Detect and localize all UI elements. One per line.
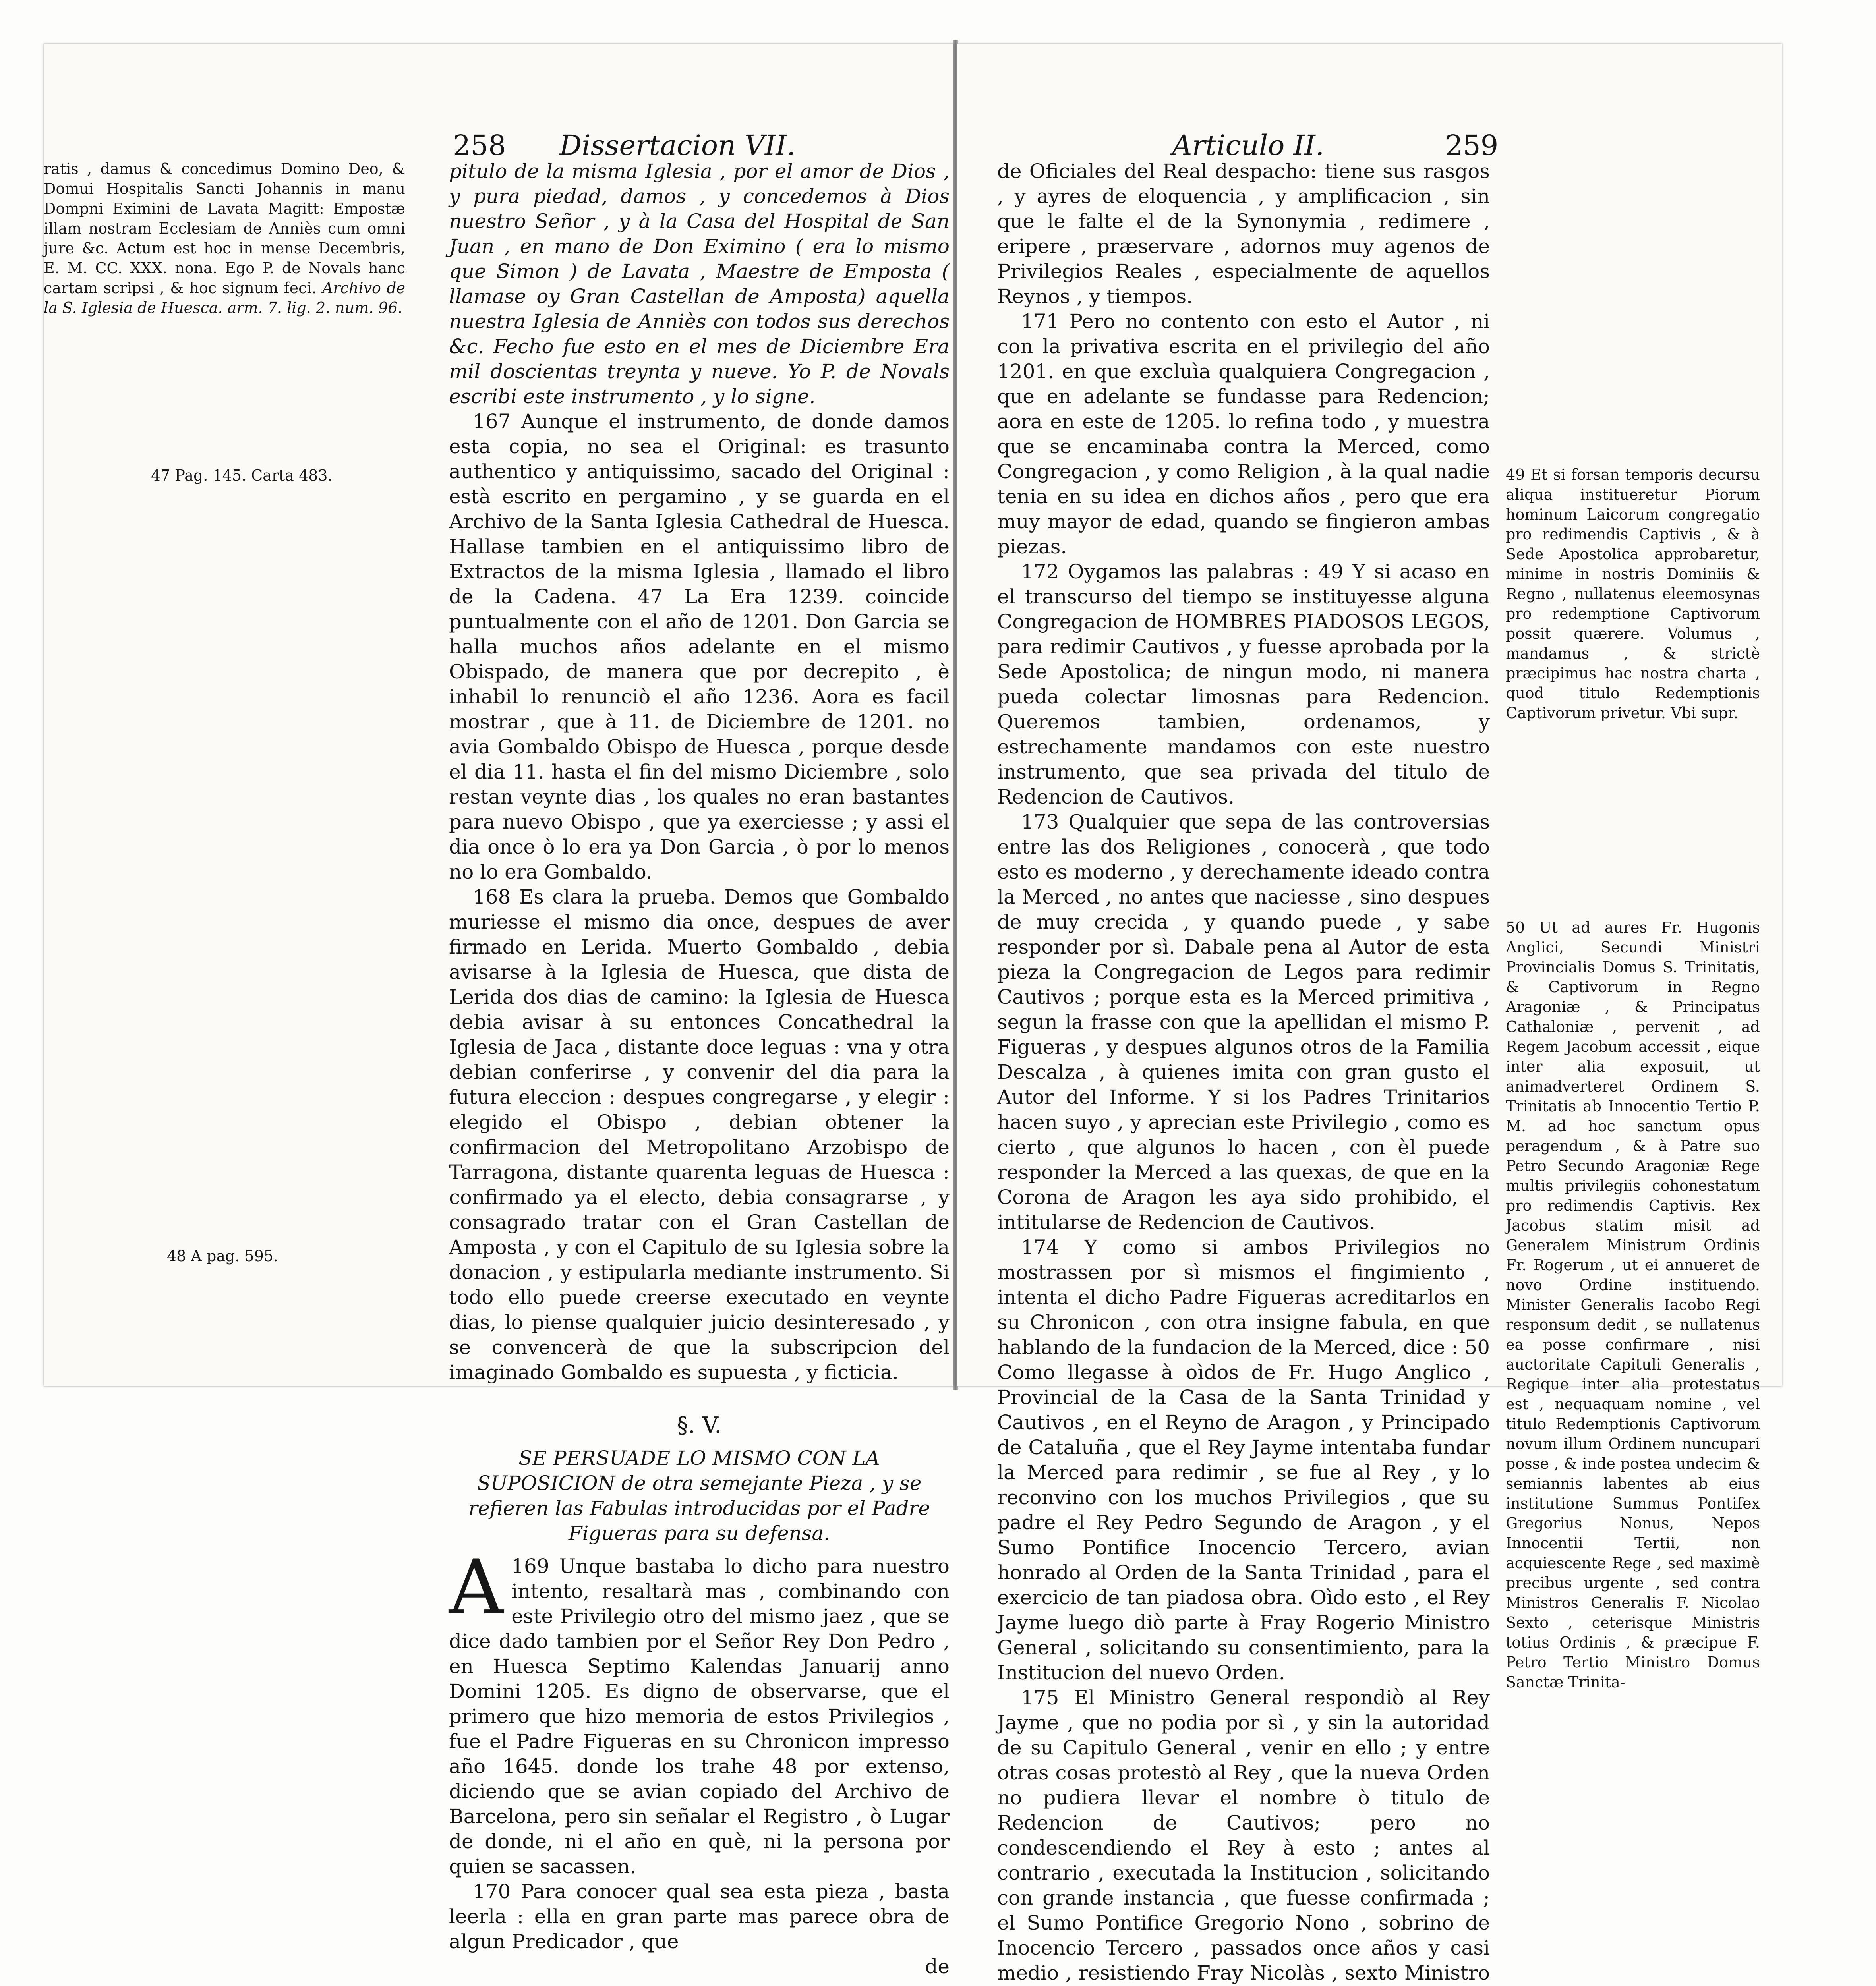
catchword: de (925, 1955, 950, 1978)
paragraph-172: 172 Oygamos las palabras : 49 Y si acaso en el transcurso del tiempo se instituyesse alguna Congregacion de HOMBRES PIADOSOS LEGOS, para redimir Cautivos , y fuesse aprobada por la Sede Apostolica; de ningun modo, ni manera pueda colectar limosnas para Redencion. Queremos tambien, ordenamos, y estrechamente mandamos con este nuestro instrumento, que sea privada del titulo de Redencion de Cautivos. (997, 560, 1490, 808)
footnote-49 (1506, 465, 1760, 723)
section-title: SE PERSUADE LO MISMO CON LA SUPOSICION de otra semejante Pieza , y se refieren las Fabulas introducidas por el Padre Figueras para su defensa. (468, 1447, 930, 1545)
paragraph-171: 171 Pero no contento con esto el Autor , ni con la privativa escrita en el privilegio del año 1201. en que excluìa qualquiera Congregacion , que en adelante se fundasse para Redencion; aora en este de 1205. lo refina todo , y muestra que se encaminaba contra la Merced, como Congregacion , y como Religion , à la qual nadie tenia en su idea en dichos años , pero que era muy mayor de edad, quando se fingieron ambas piezas. (997, 310, 1490, 558)
paragraph-169 (449, 1544, 950, 1879)
footnote-47: 47 Pag. 145. Carta 483. (151, 467, 333, 484)
left-running-head (453, 129, 795, 162)
footnote-48: 48 A pag. 595. (167, 1247, 278, 1265)
paragraph-173: 173 Qualquier que sepa de las controversias entre las dos Religiones , conocerà , que todo esto es moderno , y derechamente ideado contra la Merced , no antes que naciesse , sino despues de muy crecida , y quando puede , y sabe responder por sì. Dabale pena al Autor de esta pieza la Congregacion de Legos para redimir Cautivos ; porque esta es la Merced primitiva , segun la frasse con que la apellidan el mismo P. Figueras , y despues algunos otros de la Familia Descalza , à quienes imita con gran gusto el Autor del Informe. Y si los Padres Trinitarios hacen suyo , y aprecian este Privilegio , como es cierto , que algunos lo hacen , con èl puede responder la Merced a las quexas, de que en la Corona de Aragon les aya sido prohibido, el intitularse de Redencion de Cautivos. (997, 810, 1490, 1234)
paragraph-169-number: 169 (511, 1555, 549, 1578)
drop-cap: A (449, 1544, 504, 1631)
right-page-number: 259 (1445, 129, 1499, 162)
right-running-head (1172, 129, 1498, 162)
margin-latin-charter (44, 159, 405, 318)
right-page (957, 44, 1782, 1984)
paragraph-170: 170 Para conocer qual sea esta pieza , basta leerla : ella en gran parte mas parece obra de algun Predicador , que (449, 1880, 950, 1953)
paragraph-intro: pitulo de la misma Iglesia , por el amor de Dios , y pura piedad, damos , y concedemos à Dios nuestro Señor , y à la Casa del Hospital de San Juan , en mano de Don Eximino ( era lo mismo que Simon ) de Lavata , Maestre de Emposta ( llamase oy Gran Castellan de Amposta) aquella nuestra Iglesia de Anniès con todos sus derechos &c. Fecho fue esto en el mes de Diciembre Era mil doscientas treynta y nueve. Yo P. de Novals escribi este instrumento , y lo signe. (449, 160, 950, 408)
footnote-50 (1506, 918, 1760, 1692)
paragraph-continued: de Oficiales del Real despacho: tiene sus rasgos , y ayres de eloquencia , y amplificacion , sin que le falte el de la Synonymia , redimere , eripere , præservare , adornos muy agenos de Privilegios Reales , especialmente de aquellos Reynos , y tiempos. (997, 160, 1490, 308)
footnote-50-text: 50 Ut ad aures Fr. Hugonis Anglici, Secundi Ministri Provincialis Domus S. Trinitatis, & Captivorum in Regno Aragoniæ , & Principatus Cathaloniæ , pervenit , ad Regem Jacobum accessit , eique inter alia exposuit, ut animadverteret Ordinem S. Trinitatis ab Innocentio Tertio P. M. ad hoc sanctum opus peragendum , & à Patre suo Petro Secundo Aragoniæ Rege multis privilegiis cohonestatum pro redimendis Captivis. Rex Jacobus statim misit ad Generalem Ministrum Ordinis Fr. Rogerum , ut ei annueret de novo Ordine instituendo. Minister Generalis Iacobo Regi responsum dedit , se nullatenus ea posse confirmare , nisi auctoritate Capituli Generalis , Regique inter alia protestatus est , nequaquam nomine , vel titulo Redemptionis Captivorum novum illum Ordinem nuncupari posse , & inde postea undecim & semiannis labentes ab eius institutione Summus Pontifex Gregorius Nonus, Nepos Innocentii Tertii, non acquiescente Rege , sed maximè precibus urgente , sed contra Ministros Generalis F. Nicolao Sexto , ceterisque Ministris totius Ordinis , & præcipue F. Petro Tertio Ministro Domus Sanctæ Trinita- (1506, 919, 1760, 1691)
right-main-column (997, 159, 1490, 1986)
paragraph-175: 175 El Ministro General respondiò al Rey Jayme , que no podia por sì , y sin la autoridad de su Capitulo General , venir en ello ; y entre otras cosas protestò al Rey , que la nueva Orden no pudiera llevar el nombre ò titulo de Redencion de Cautivos; pero no condescendiendo el Rey à esto ; antes al contrario , executada la Institucion , solicitando con grande instancia , que fuesse confirmada ; el Sumo Pontifice Gregorio Nono , sobrino de Inocencio Tercero , passados once años y casi medio , resistiendo Fray Nicolàs , sexto Ministro (997, 1686, 1490, 1984)
left-main-column (449, 159, 950, 1979)
paragraph-169-text: Unque bastaba lo dicho para nuestro intento, resaltarà mas , combinando con este Privilegio otro del mismo jaez , que se dice dado tambien por el Señor Rey Don Pedro , en Huesca Septimo Kalendas Januarij anno Domini 1205. Es digno de observarse, que el primero que hizo memoria de estos Privilegios , fue el Padre Figueras en su Chronicon impresso año 1645. donde los trahe 48 por extenso, diciendo que se avian copiado del Archivo de Barcelona, pero sin señalar el Registro , ò Lugar de donde, ni el año en què, ni la persona por quien se sacassen. (449, 1555, 950, 1878)
footnote-49-text: 49 Et si forsan temporis decursu aliqua institueretur Piorum hominum Laicorum congregatio pro redimendis Captivis , & à Sede Apostolica approbaretur, minime in nostris Dominiis & Regno , nullatenus eleemosynas pro redemptione Captivorum possit quærere. Volumus , mandamus , & strictè præcipimus hac nostra charta , quod titulo Redemptionis Captivorum privetur. Vbi supr. (1506, 466, 1760, 722)
margin-latin-source: Archivo de la S. Iglesia de Huesca. arm. 7. lig. 2. num. 96. (44, 279, 405, 317)
margin-latin-text: ratis , damus & concedimus Domino Deo, & Domui Hospitalis Sancti Johannis in manu Dompni Eximini de Lavata Magitt: Empostæ illam nostram Ecclesiam de Anniès cum omni jure &c. Actum est hoc in mense Decembris, E. M. CC. XXX. nona. Ego P. de Novals hanc cartam scripsi , & hoc signum feci. (44, 160, 405, 297)
section-number: §. V. (677, 1412, 722, 1438)
left-page-number: 258 (453, 129, 506, 162)
right-running-title: Articulo II. (1172, 129, 1325, 162)
left-page (44, 44, 953, 1978)
left-running-title: Dissertacion VII. (559, 129, 796, 162)
paragraph-168: 168 Es clara la prueba. Demos que Gombaldo muriesse el mismo dia once, despues de aver firmado en Lerida. Muerto Gombaldo , debia avisarse à la Iglesia de Huesca, que dista de Lerida dos dias de camino: la Iglesia de Huesca debia avisar à su entonces Concathedral la Iglesia de Jaca , distante doce leguas : vna y otra debian conferirse , y convenir del dia para la futura eleccion : despues congregarse , y elegir : elegido el Obispo , debian obtener la confirmacion del Metropolitano Arzobispo de Tarragona, distante quarenta leguas de Huesca : confirmado ya el electo, debia consagrarse , y consagrado tratar con el Gran Castellan de Amposta , y con el Capitulo de su Iglesia sobre la donacion , y estipularla mediante instrumento. Si todo ello puede creerse executado en veynte dias, lo piense qualquier juicio desinteresado , y se convencerà de que la subscripcion del imaginado Gombaldo es supuesta , y ficticia. (449, 885, 950, 1384)
paragraph-167: 167 Aunque el instrumento, de donde damos esta copia, no sea el Original: es trasunto authentico y antiquissimo, sacado del Original : està escrito en pergamino , y se guarda en el Archivo de la Santa Iglesia Cathedral de Huesca. Hallase tambien en el antiquissimo libro de Extractos de la misma Iglesia , llamado el libro de la Cadena. 47 La Era 1239. coincide puntualmente con el año de 1201. Don Garcia se halla muchos años adelante en el mismo Obispado, de manera que por decrepito , è inhabil lo renunciò el año 1236. Aora es facil mostrar , que à 11. de Diciembre de 1201. no avia Gombaldo Obispo de Huesca , porque desde el dia 11. hasta el fin del mismo Diciembre , solo restan veynte dias , los quales no eran bastantes para nuevo Obispo , que ya exerciesse ; y assi el dia once ò lo era ya Don Garcia , ò por lo menos no lo era Gombaldo. (449, 410, 950, 883)
paragraph-174: 174 Y como si ambos Privilegios no mostrassen por sì mismos el fingimiento , intenta el dicho Padre Figueras acreditarlos en su Chronicon , con otra insigne fabula, en que hablando de la fundacion de la Merced, dice : 50 Como llegasse à oìdos de Fr. Hugo Anglico , Provincial de la Casa de la Santa Trinidad y Cautivos , en el Reyno de Aragon , y Principado de Cataluña , que el Rey Jayme intentaba fundar la Merced para redimir , se fue al Rey , y lo reconvino con los muchos Privilegios , que su padre el Rey Pedro Segundo de Aragon , y el Sumo Pontifice Inocencio Tercero, avian honrado al Orden de la Santa Trinidad , para el exercicio de tan piadosa obra. Oìdo esto , el Rey Jayme luego diò parte à Fray Rogerio Ministro General , solicitando su consentimiento, para la Institucion del nuevo Orden. (997, 1236, 1490, 1684)
